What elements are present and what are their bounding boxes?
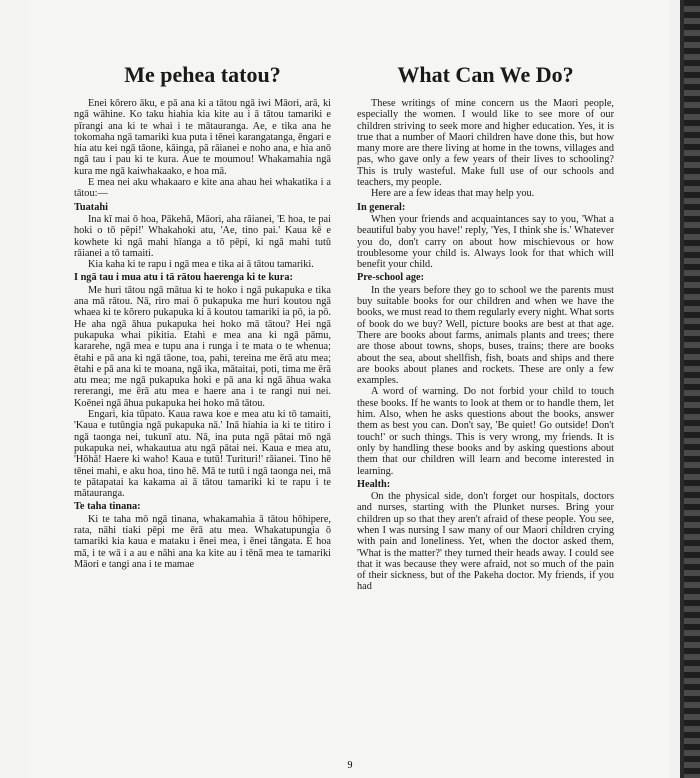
maori-heading-2: I ngā tau i mua atu i tā rātou haerenga ki te kura: xyxy=(74,272,293,284)
maori-intro-2: E mea nei aku whakaaro e kite ana ahau hei whakatika i a tātou:— xyxy=(74,177,331,200)
english-heading-3: Health: xyxy=(357,478,391,490)
maori-heading-1: Tuatahi xyxy=(74,201,108,213)
maori-intro-1: Enei kōrero āku, e pā ana ki a tātou ngā iwi Māori, arā, ki ngā wāhine. Ko taku hiahia kia kite au i ā tātou tamariki e pīrangi ana ki te whai i te mātauranga. Ae, e tika ana he tokomaha ngā tamariki kua puta i tēnei karangatanga, ēngari e hia atu kei ngā tāone, kāinga, pā rāianei e noho ana, e hia anō ngā tau i pau ki te kura. Aue te moumou! Whakamahia ngā kura me ngā kaiwhakaako, e hoa mā. xyxy=(74,98,331,177)
scan-right-edge xyxy=(670,0,700,778)
english-title: What Can We Do? xyxy=(397,62,574,87)
maori-paragraph-5: Ki te taha mō ngā tinana, whakamahia ā tātou hōhipere, rata, nāhi tiaki pēpi me ērā atu mea. Whakatupungia ō tamariki kia kaua e mataku i ēnei mea, i ēnei tāngata. E hoa mā, i te wā i a au e nāhi ana ka kite au i tēnā mea te tamariki Māori e tangi ana i te mamae xyxy=(74,513,331,570)
english-column xyxy=(357,62,614,593)
english-paragraph-4: On the physical side, don't forget our hospitals, doctors and nurses, starting with the Plunket nurses. Bring your children up so that they aren't afraid of these people. You see, when I was nursing I saw many of our Maori children crying with pain and loneliness. Yet, when the doctor asked them, 'What is the matter?' they turned their heads away. I could see that it was because they were afraid, not so much of the pain of their sickness, but of the Pakeha doctor. My friends, if you had xyxy=(357,491,614,593)
page-number: 9 xyxy=(347,760,353,771)
english-paragraph-1: When your friends and acquaintances say to you, 'What a beautiful baby you have!' reply, 'Yes, I think she is.' Whatever you do, don't carry on about how mischievous or how troublesome your child is. Always look for that which will benefit your child. xyxy=(357,213,614,271)
english-paragraph-2: In the years before they go to school we the parents must buy suitable books for our children and when we have the books, we must read to them regularly every night. What sorts of book do we buy? Well, picture books are best at that age. There are books about farms, animals plants and trees; there are those about towns, shops, buses, trains; there are books about the sea, about shellfish, fish, boats and ships and there are books about planes and rockets. These are only a few examples. xyxy=(357,284,614,387)
document-page xyxy=(30,0,670,778)
maori-title: Me pehea tatou? xyxy=(124,62,281,87)
english-heading-1: In general: xyxy=(357,201,406,213)
maori-paragraph-4: Engari, kia tūpato. Kaua rawa koe e mea atu ki tō tamaiti, 'Kaua e tutūngia ngā pukapuka nā.' Inā hiahia ia ki te titiro i ngā taonga nei, tukunī atu. Nā, ina puta ngā pātai mō ngā pukapuka nei, whakautua atu ngā pātai nei. Kaua e mea atu, 'Hōhā! Haere ki waho! Kaua e tutū! Turituri!' rāianei. Tino hē tēnei mahi, e aku hoa, tino hē. Mā te tutū i ngā taonga nei, mā te pātapatai ka kakama ai ā tātou tamariki ki te rapu i te mātauranga. xyxy=(74,409,331,500)
english-heading-2: Pre-school age: xyxy=(357,272,425,284)
english-intro-1: These writings of mine concern us the Maori people, especially the women. I would like to see more of our children striving to seek more and higher education. Yes, it is true that a number of Maori children have done this, but how many more are there living at home in the towns, villages and pas, who gave only a few years of their lives to schooling? This is truly wasteful. Make full use of our schools and teachers, my people. xyxy=(357,98,614,189)
maori-column xyxy=(74,62,331,570)
maori-paragraph-2: Kia kaha ki te rapu i ngā mea e tika ai ā tātou tamariki. xyxy=(88,259,314,271)
maori-heading-3: Te taha tinana: xyxy=(74,501,141,513)
maori-paragraph-3: Me huri tātou ngā mātua ki te hoko i ngā pukapuka e tika ana mā rātou. Nā, riro mai ō pukapuka me huri koutou ngā whaea ki te kōrero pukapuka ki ā koutou tamariki ia pō, ia pō. He aha ngā āhua pukapuka hei hoko mā tātou? Hei ngā pukapuka whai pikitia. Etahi e mea ana ki ngā pāmu, kararehe, ngā mea e tupu ana i runga i te mata o te whenua; ētahi e pā ana ki ngā tāone, toa, pahi, tereina me ērā atu mea; ētahi e pā ana ki te moana, ngā ika, mātaitai, poti, tima me ērā atu mea; me ngā pukapuka hoki e pā ana ki ngā āhua waka rererangi, me ērā atu mea e haere ana i te rangi nui nei. Koēnei ngā āhua pukapuka hei hoko mā tātou. xyxy=(74,284,331,409)
english-paragraph-3: A word of warning. Do not forbid your child to touch these books. If he wants to look at them or to handle them, let him. Also, when he asks questions about the books, answer them as best you can. Don't say, 'Be quiet! Go outside! Don't touch!' or such things. This is very wrong, my friends. It is only by handling these books and by asking questions about them that our children will learn and become interested in learning. xyxy=(357,386,614,477)
scan-left-margin xyxy=(0,0,31,778)
english-intro-2: Here are a few ideas that may help you. xyxy=(371,188,535,200)
maori-paragraph-1: Ina kī mai ō hoa, Pākehā, Māori, aha rāianei, 'E hoa, te pai hoki o tō pēpi!' Whakahoki atu, 'Ae, tino pai.' Kaua kē e kowhete ki ngā mahi hīanga a tō pēpi, ki ngā mahi tutū rāianei a tō tamaiti. xyxy=(74,213,331,259)
